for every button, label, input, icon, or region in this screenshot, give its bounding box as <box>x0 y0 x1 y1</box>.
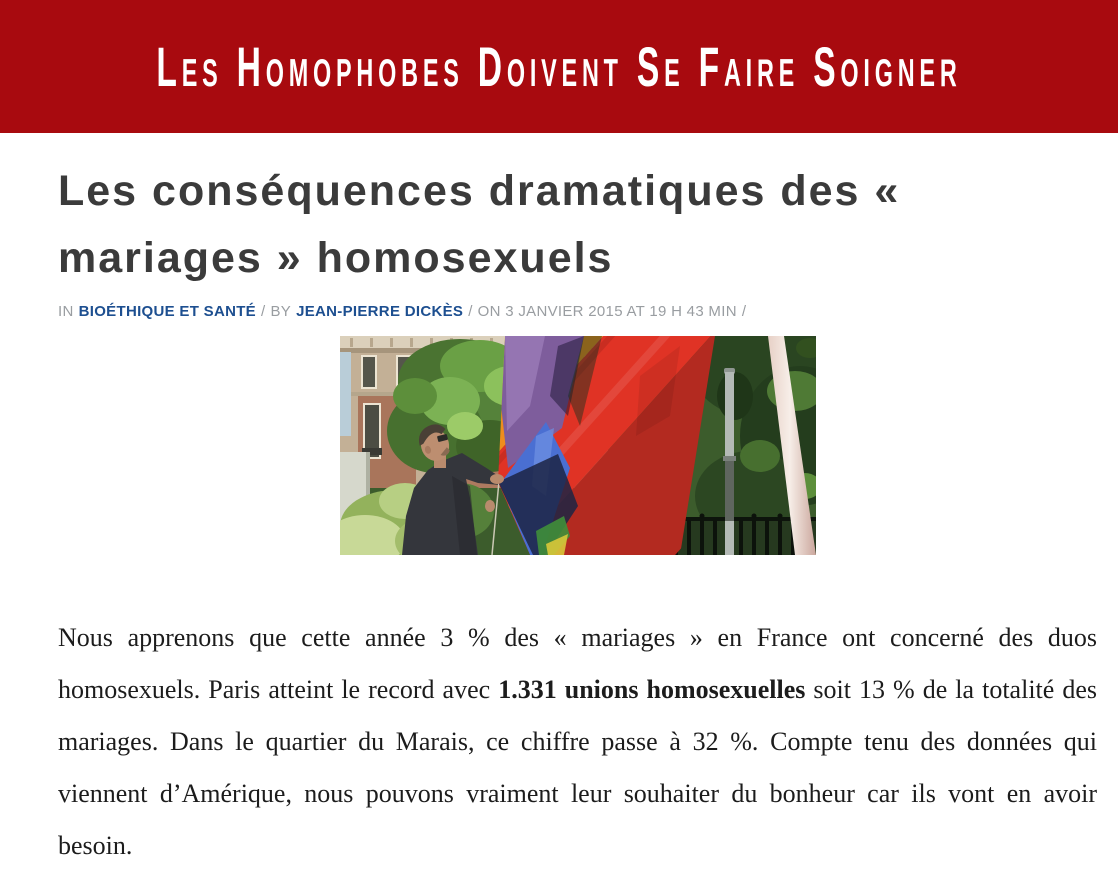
meta-in-label: IN <box>58 303 74 320</box>
meta-separator: / <box>468 303 473 320</box>
author-link[interactable]: JEAN-PIERRE DICKÈS <box>296 303 464 320</box>
article-title <box>58 158 1097 292</box>
site-title-link[interactable]: Les Homophobes Doivent Se Faire Soigner <box>156 34 962 98</box>
article-title-line1: Les conséquences dramatiques des « <box>58 167 901 215</box>
paragraph-bold-stat: 1.331 unions homosexuelles <box>498 675 806 704</box>
meta-separator: / <box>261 303 266 320</box>
article <box>0 158 1118 872</box>
meta-separator: / <box>741 303 747 320</box>
meta-by-label: BY <box>270 303 292 320</box>
paragraph-text: soit 13 % de la totalité des mariages. Dans le quartier du Marais, ce chiffre passe à 32 %. Compte tenu des données qui viennent d’Amérique, nous pouvons vraiment leur souhaiter du bonheur car ils vont en avoir besoin. <box>58 675 1097 860</box>
pride-flag-photo <box>340 336 816 555</box>
paragraph-text: Nous apprenons que cette année 3 % des « mariages » en France ont concerné des duos homosexuels. Paris atteint le record avec <box>58 623 1097 704</box>
pride-flag-photo-art <box>340 336 816 555</box>
article-meta <box>58 303 1097 320</box>
site-banner <box>0 0 1118 133</box>
article-paragraph <box>58 612 1097 872</box>
category-link[interactable]: BIOÉTHIQUE ET SANTÉ <box>78 303 256 320</box>
meta-date: ON 3 JANVIER 2015 AT 19 H 43 MIN <box>477 303 737 320</box>
article-title-line2: mariages » homosexuels <box>58 234 614 282</box>
